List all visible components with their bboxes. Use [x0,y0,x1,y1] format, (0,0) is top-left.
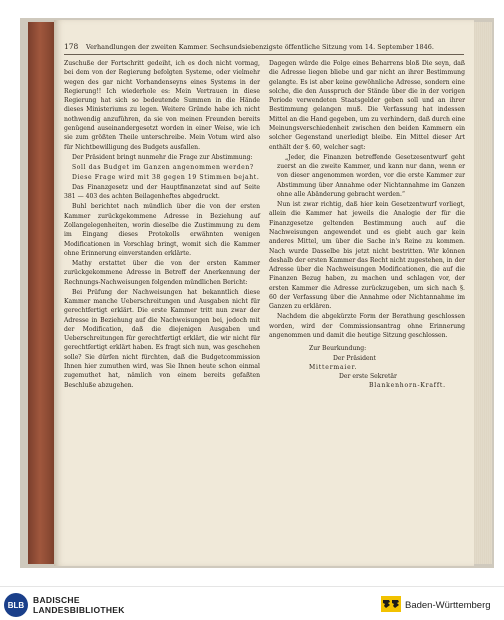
right-column [269,59,465,391]
authentication-label: Zur Beurkundung: [309,345,367,353]
running-title: Verhandlungen der zweiten Kammer. Sechsundsiebenzigste öffentliche Sitzung vom 14. September 1846. [86,43,434,51]
paragraph: Mathy erstattet über die von der ersten Kammer zurückgekommene Adresse in Betreff der Anerkennung der Rechnungs-Nachweisungen folgenden mündlichen Bericht: [64,260,260,286]
quotation: „Jeder, die Finanzen betreffende Gesetzesentwurf geht zuerst an die zweite Kammer, und kann nur dann, wenn er von dieser angenommen worden, vor die erste Kammer zur Abstimmung über Annahme oder Nichtannahme im Ganzen ohne alle Abänderung gebracht werden.“ [277,153,465,198]
president-title: Der Präsident [333,354,376,362]
secretary-title: Der erste Sekretär [339,373,397,381]
page-number: 178 [64,42,79,51]
scanned-page [54,20,474,566]
paragraph: Zuschuße der Fortschritt gedeiht, ich es doch nicht vormag, bei dem von der Regierung befolgten Systeme, oder vielmehr wegen des gar nicht Vorhandenseyns eines Systems in der Regierung!! Ich wiederhole es: Mein Vertrauen in diese Regierung hat sich so bedeutende Summen in die Hände dieses Ministeriums zu legen. Weitere Gründe habe ich nicht nothwendig anzuführen, da sie von meinen Freunden bereits genügend auseinandergesetzt worden in einer Weise, wie ich sie zum größten Theile unterschreibe. Mein Votum wird also für Nichtbewilligung des Budgets ausfallen. [64,60,260,151]
blb-logo[interactable]: BLB [4,593,28,617]
baden-wuerttemberg-logo[interactable] [381,596,401,612]
paragraph: Nachdem die abgekürzte Form der Berathung geschlossen worden, wird der Commissionsantrag ohne Erinnerung angenommen und damit die heutige Sitzung geschlossen. [269,313,465,339]
left-column [64,59,260,391]
paragraph: Nun ist zwar richtig, daß hier kein Gesetzentwurf vorliegt, allein die Kammer hat jeweils die Analogie der für die Finanzgesetze geltenden Bestimmung auch auf die Nachweisungen angewendet und es giebt auch gar kein anderes Mittel, um über die Sache in's Reine zu kommen. Nach wurde Dasselbe bis jetzt nicht bestritten. Wir können deshalb der ersten Kammer das Recht nicht zugestehen, in der Adresse über die Nachweisungen Modificationen, die auf die Finanzen Bezug haben, zu machen und schlagen vor, der ersten Kammer die Adresse zurückzugeben, um sich nach §. 60 der Verfassung über die Annahme oder Nichtannahme im Ganzen zu erklären. [269,201,465,311]
footer-bar [0,586,504,620]
president-name: Mittermaier. [309,363,358,371]
question: Soll das Budget im Ganzen angenommen werden? [72,163,254,171]
library-name-line1: BADISCHE [33,595,80,605]
paragraph: Der Präsident bringt nunmehr die Frage zur Abstimmung: [72,153,253,161]
paragraph: Das Finanzgesetz und der Hauptfinanzetat sind auf Seite 381 — 403 des achten Beilagenheftes abgedruckt. [64,184,260,201]
state-name[interactable]: Baden-Württemberg [405,600,491,611]
paragraph: Bei Prüfung der Nachweisungen hat bekanntlich diese Kammer manche Ueberschreitungen und Ausgaben nicht für gerechtfertigt erklärt. Die erste Kammer tritt nun zwar der Adresse in Beziehung auf die Nachweisungen bei, jedoch mit der Modification, daß die diejenigen Ausgaben und Ueberschreitungen für gerechtfertigt erklärt, die wir nicht für gerechtfertigt erklärt haben. Es fragt sich nun, was geschehen solle? Sie dürfen nicht fürchten, daß die Budgetcommission Ihnen hier zumuthen wird, was Sie Ihnen heute schon einmal zugemuthet hat, nämlich von einem bereits gefaßten Beschluße abzugehen. [64,288,260,389]
paragraph: Buhl berichtet nach mündlich über die von der ersten Kammer zurückgekommene Adresse in Beziehung auf Zollangelegenheiten, worin dieselbe die Zustimmung zu dem im Eingang dieses Protokolls erwähnten wenigen Modificationen in Vorschlag bringt, womit sich die Kammer ohne Erinnerung einverstanden erklärte. [64,203,260,257]
page-header [64,42,464,52]
library-name-line2: LANDESBIBLIOTHEK [33,605,125,615]
vote-result: Diese Frage wird mit 38 gegen 19 Stimmen bejaht. [72,173,260,181]
secretary-name: Blankenhorn-Krafft. [369,382,446,390]
header-rule [64,54,464,55]
paragraph: Dagegen würde die Folge eines Beharrens bloß Die seyn, daß die Adresse liegen bliebe und gar nicht an ihrer Bestimmung gelangte. Es ist aber keine gewöhnliche Adresse, sondern eine solche, die den Ausspruch der Stände über die in der vorigen Periode verwendeten Staatsgelder geben soll und an ihrer Bestimmung gelangen muß. Die Verfassung hat indessen Mittel an die Hand gegeben, um zu verhindern, daß durch eine Meinungsverschiedenheit zwischen den beiden Kammern ein solcher Gegenstand unerledigt bleibe. Ein Mittel dieser Art enthält der §. 60, welcher sagt: [269,60,465,151]
library-name[interactable] [33,595,125,615]
